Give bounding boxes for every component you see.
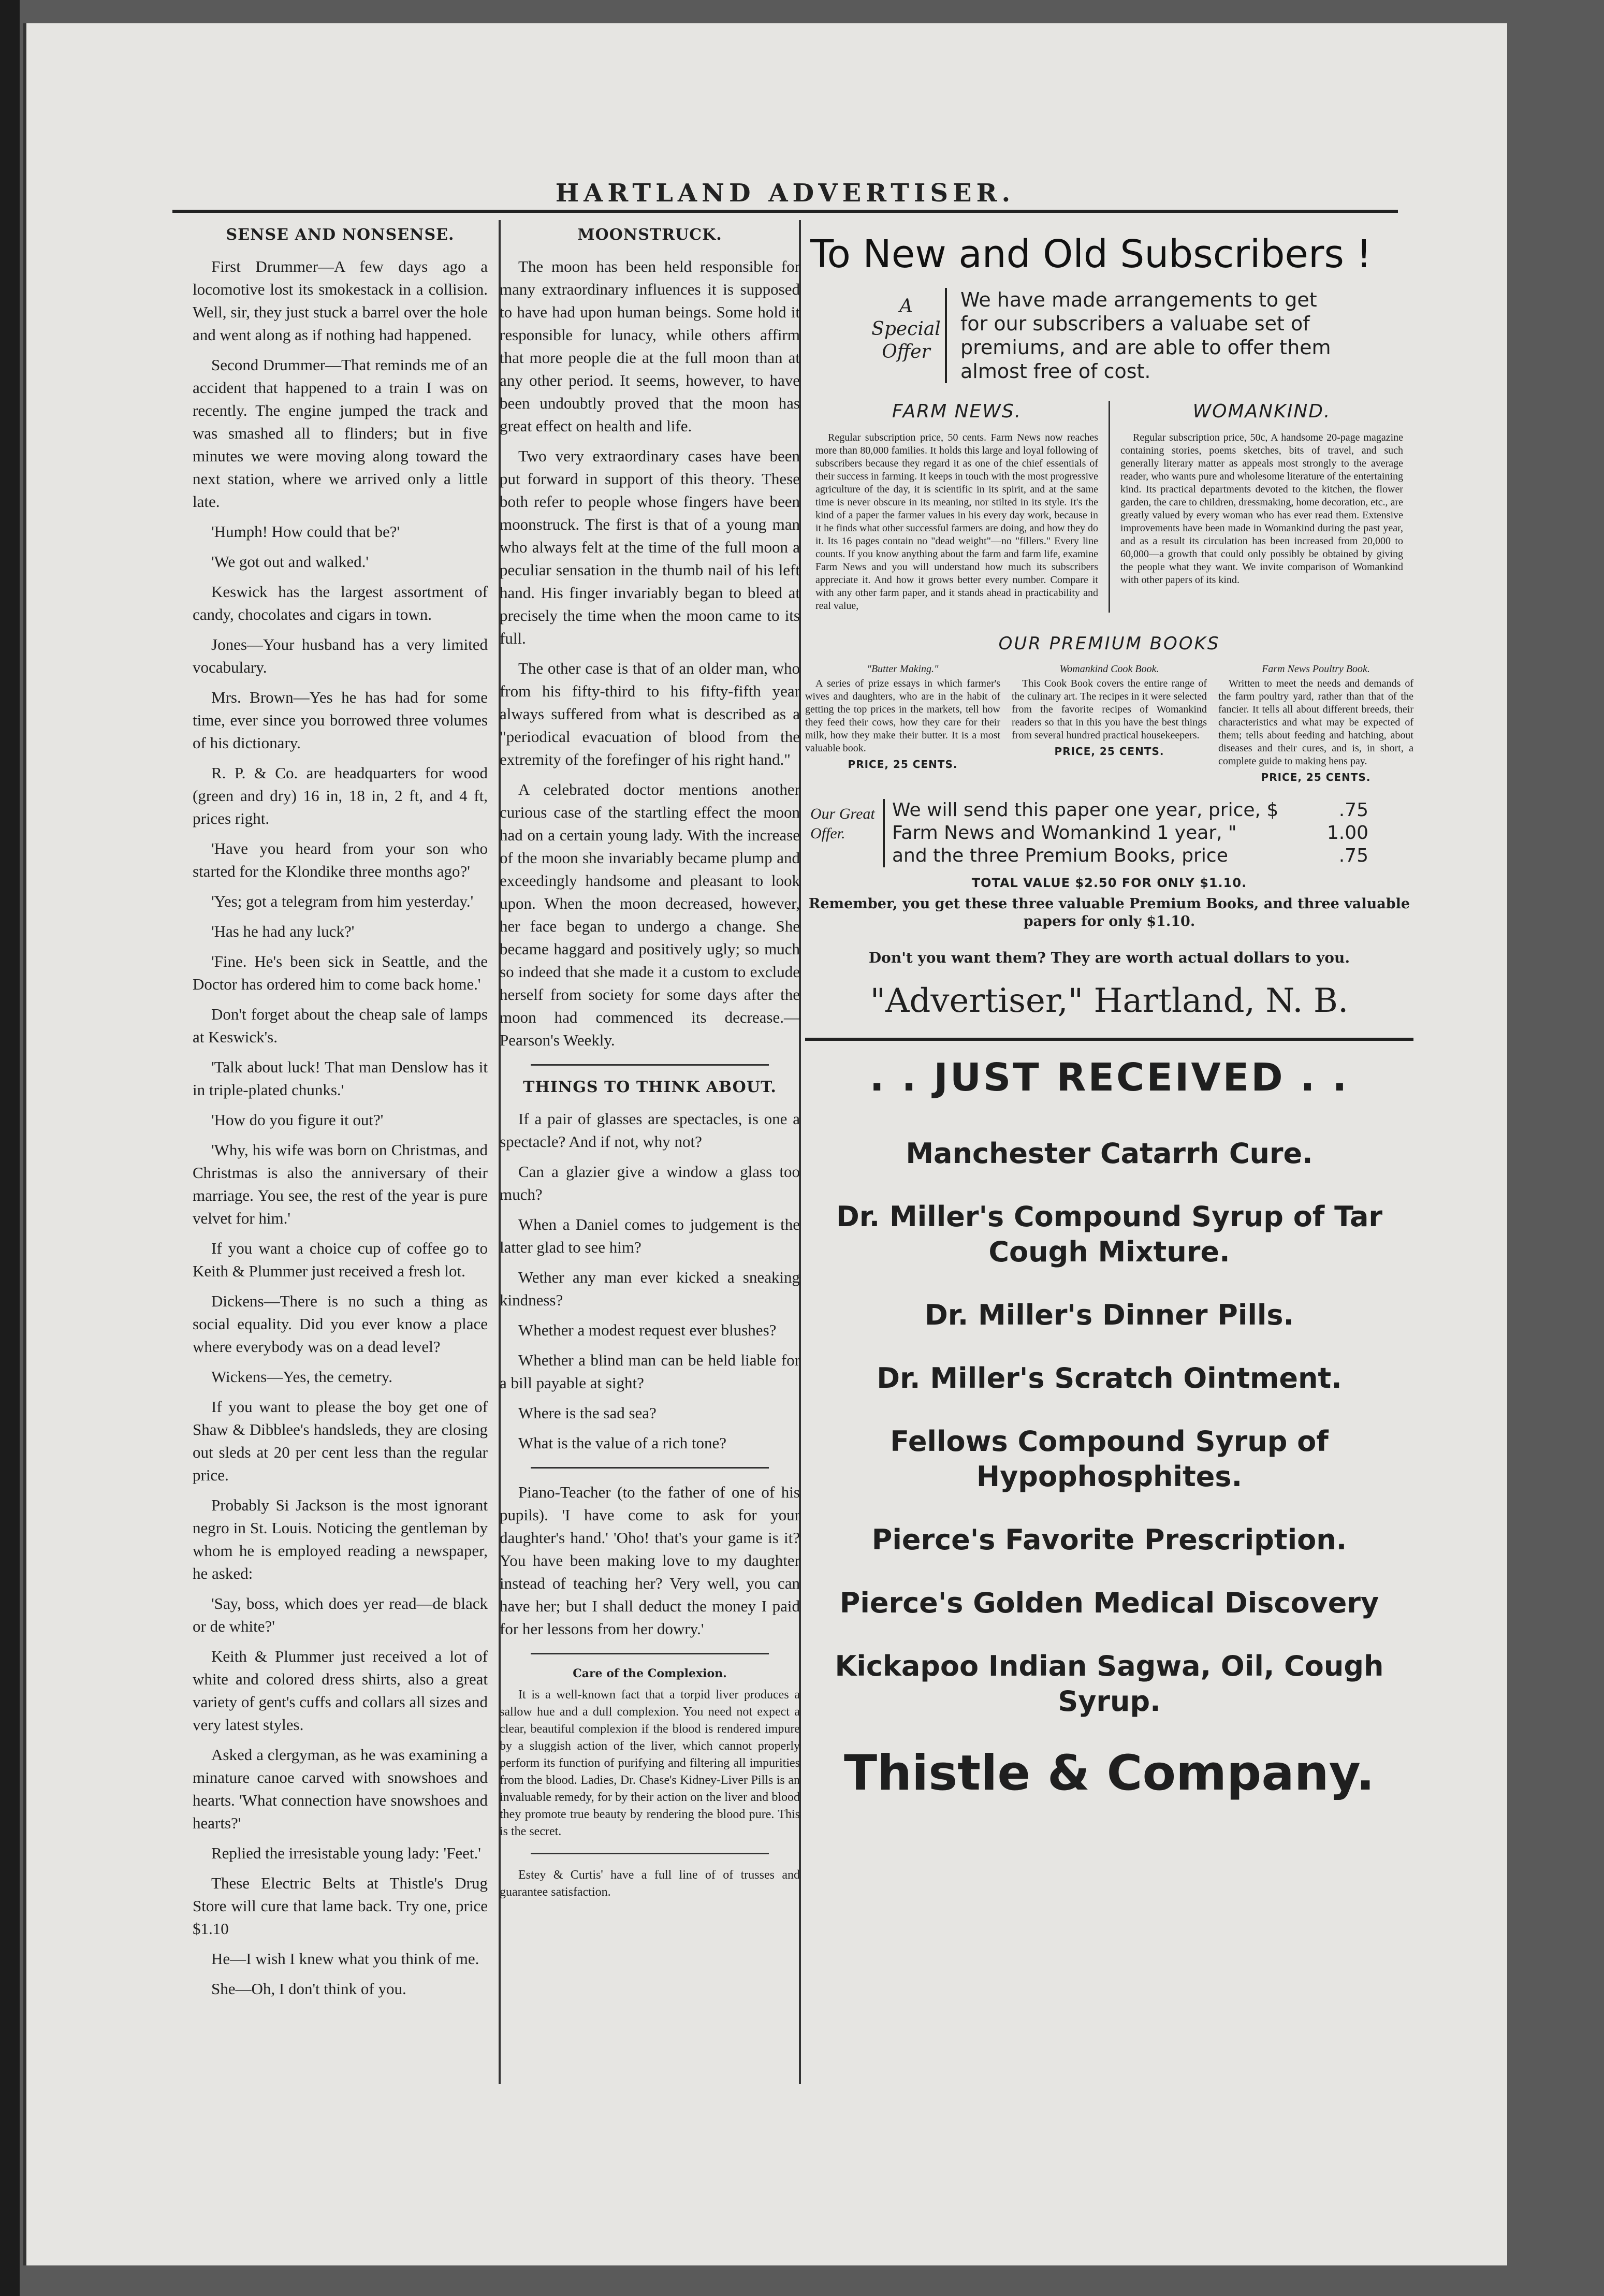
paragraph: Wickens—Yes, the cemetry.	[211, 1368, 393, 1386]
offer-row-price: 1.00	[1326, 822, 1368, 844]
things-item: What is the value of a rich tone?	[518, 1434, 726, 1452]
premium-books-title: OUR PREMIUM BOOKS	[998, 633, 1220, 654]
divider	[531, 1853, 769, 1854]
product-item: Pierce's Golden Medical Discovery	[839, 1587, 1379, 1619]
masthead: HARTLAND ADVERTISER.	[555, 179, 1015, 208]
paragraph: These Electric Belts at Thistle's Drug Store will cure that lame back. Try one, price $1.10	[193, 1874, 488, 1938]
paragraph: 'Yes; got a telegram from him yesterday.'	[211, 892, 474, 910]
paragraph: 'Have you heard from your son who started for the Klondike three months ago?'	[193, 839, 488, 880]
scanner-margin	[0, 0, 20, 2296]
things-item: Whether a blind man can be held liable for a bill payable at sight?	[500, 1351, 800, 1392]
paragraph: Keswick has the largest assortment of candy, chocolates and cigars in town.	[193, 583, 488, 623]
offer-row-text: Farm News and Womankind 1 year, "	[892, 822, 1237, 844]
special-offer-box	[867, 288, 1413, 383]
book-poultry	[1218, 663, 1413, 783]
paragraph: 'We got out and walked.'	[211, 553, 369, 571]
special-offer-label: A Special Offer	[871, 296, 941, 362]
column-sense-and-nonsense	[193, 223, 488, 2008]
book-title: Farm News Poultry Book.	[1262, 663, 1370, 675]
paragraph: 'Talk about luck! That man Denslow has it in triple-plated chunks.'	[193, 1058, 488, 1099]
things-item: Where is the sad sea?	[518, 1404, 657, 1422]
column-advertisements	[805, 223, 1413, 1801]
offer-row	[892, 799, 1368, 822]
things-item: If a pair of glasses are spectacles, is one a spectacle? And if not, why not?	[500, 1110, 800, 1151]
farm-news-title: FARM NEWS.	[892, 401, 1022, 422]
offer-row-text: and the three Premium Books, price	[892, 845, 1228, 866]
farm-news-text: Regular subscription price, 50 cents. Farm News now reaches more than 80,000 families. It holds this large and loyal following of subscribers because they regard it as one of the chief essentials of their success in farming. It keeps in touch with the most progressive agriculture of the day, it is scientific in its spirit, and at the same time is never obscure in its meaning, nor stilted in its style. It's the kind of a paper the farmer values in his every day work, because in it he finds what other successful farmers are doing, and how they do it. Its 16 pages contain no "dead weight"—no "fillers." Every line counts. If you know anything about the farm and farm life, examine Farm News and you will understand how much its subscribers appreciate it. And how it grows better every number. Compare it with any other farm paper, and it stands ahead in practicability and real value,	[815, 432, 1098, 612]
offer-row	[892, 822, 1368, 845]
product-item: Dr. Miller's Dinner Pills.	[924, 1299, 1294, 1331]
column-moonstruck	[500, 223, 800, 1908]
piano-teacher-joke: Piano-Teacher (to the father of one of his pupils). 'I have come to ask for your daughter's hand.' 'Oho! that's your game is it? You have been making love to my daughter instead of teaching her? Very well, you can have her; but I shall deduct the money I paid for her lessons from her dowry.'	[500, 1483, 800, 1638]
book-text: This Cook Book covers the entire range of the culinary art. The recipes in it were selected from the favorite recipes of Womankind readers so that in this you have the best things from several hundred practical housekeepers.	[1012, 678, 1207, 741]
book-price: PRICE, 25 CENTS.	[1261, 771, 1371, 783]
paragraph: Jones—Your husband has a very limited vocabulary.	[193, 635, 488, 676]
paragraph: Asked a clergyman, as he was examining a minature canoe carved with snowshoes and hearts. 'What connection have snowshoes and hearts?'	[193, 1746, 488, 1832]
premium-books	[805, 663, 1413, 783]
great-offer-label: Our Great Offer.	[810, 805, 875, 842]
paragraph: Replied the irresistable young lady: 'Feet.'	[211, 1844, 481, 1862]
divider	[531, 1064, 769, 1066]
things-item: Can a glazier give a window a glass too much?	[500, 1162, 800, 1203]
paragraph: He—I wish I knew what you think of me.	[211, 1950, 479, 1968]
farm-news-block	[805, 401, 1109, 613]
womankind-block	[1109, 401, 1413, 613]
offer-rows	[883, 799, 1368, 867]
things-list	[500, 1108, 800, 1455]
paragraph: 'Say, boss, which does yer read—de black or de white?'	[193, 1594, 488, 1635]
offer-row-text: We will send this paper one year, price, $	[892, 800, 1279, 821]
product-item: Kickapoo Indian Sagwa, Oil, Cough Syrup.	[835, 1650, 1384, 1718]
offer-row-price: .75	[1338, 845, 1368, 866]
moonstruck-paragraphs	[500, 255, 800, 1052]
paragraph: She—Oh, I don't think of you.	[211, 1980, 406, 1998]
womankind-title: WOMANKIND.	[1192, 401, 1331, 422]
book-title: Womankind Cook Book.	[1059, 663, 1159, 675]
product-item: Dr. Miller's Scratch Ointment.	[877, 1362, 1342, 1394]
paragraph: If you want to please the boy get one of Shaw & Dibblee's handsleds, they are closing out sleds at 20 per cent less than the regular price.	[193, 1398, 488, 1484]
section-rule	[805, 1038, 1413, 1041]
paragraph: A celebrated doctor mentions another curious case of the startling effect the moon had on a certain young lady. With the increase of the moon she invariably became plump and exceedingly handsome and pleasant to look upon. When the moon decreased, however, her face began to undergo a change. She became haggard and positively ugly; so much so indeed that she made it a custom to exclude herself from society for some days after the moon had commenced its decrease.—Pearson's Weekly.	[500, 780, 800, 1049]
book-butter-making	[805, 663, 1000, 783]
paragraph: First Drummer—A few days ago a locomotive lost its smokestack in a collision. Well, sir, they just stuck a barrel over the hole and went along as if nothing had happened.	[193, 257, 488, 344]
things-item: When a Daniel comes to judgement is the latter glad to see him?	[500, 1215, 800, 1256]
just-received-heading: . . JUST RECEIVED . .	[869, 1055, 1349, 1100]
paragraph: The moon has been held responsible for many extraordinary influences it is supposed to have had upon human beings. Some hold it responsible for lunacy, while others affirm that more people die at the full moon than at any other period. It seems, however, to have been undoubtly proved that the moon has great effect on health and life.	[500, 257, 800, 435]
remember-note: Remember, you get these three valuable Premium Books, and three valuable papers for only $1.10.	[808, 896, 1410, 929]
paragraph: Second Drummer—That reminds me of an accident that happened to a train I was on recently. The engine jumped the track and was smashed all to flinders; but in five minutes we were moving along toward the next station, where we arrived only a little late.	[193, 356, 488, 511]
book-price: PRICE, 25 CENTS.	[1054, 745, 1164, 758]
product-item: Pierce's Favorite Prescription.	[871, 1523, 1347, 1556]
dont-you-want-them: Don't you want them? They are worth actual dollars to you.	[868, 949, 1350, 966]
special-offer-text: We have made arrangements to get for our subscribers a valuabe set of premiums, and are able to offer them almost free of cost.	[945, 288, 1344, 383]
things-heading: THINGS TO THINK ABOUT.	[523, 1078, 777, 1096]
subscribers-headline: To New and Old Subscribers !	[810, 232, 1372, 277]
paragraph: The other case is that of an older man, who from his fifty-third to his fifty-fifth year always suffered from what is described as a "periodical evacuation of blood from the extremity of the forefinger of his right hand."	[500, 659, 800, 768]
paragraph: 'Has he had any luck?'	[211, 922, 355, 940]
book-title: "Butter Making."	[867, 663, 939, 675]
paragraph: Dickens—There is no such a thing as social equality. Did you ever know a place where everybody was on a dead level?	[193, 1292, 488, 1356]
total-value: TOTAL VALUE $2.50 FOR ONLY $1.10.	[971, 876, 1247, 890]
papers-section	[805, 401, 1413, 613]
masthead-rule	[172, 210, 1398, 213]
paragraph: Keith & Plummer just received a lot of white and colored dress shirts, also a great variety of gent's cuffs and collars all sizes and very latest styles.	[193, 1647, 488, 1734]
book-price: PRICE, 25 CENTS.	[848, 758, 958, 771]
company-name: Thistle & Company.	[843, 1745, 1375, 1801]
moonstruck-heading: MOONSTRUCK.	[577, 226, 722, 244]
paragraph: 'Why, his wife was born on Christmas, and Christmas is also the anniversary of their marriage. You see, the rest of the year is pure velvet for him.'	[193, 1141, 488, 1227]
offer-row	[892, 845, 1368, 867]
product-list	[805, 1136, 1413, 1719]
book-cook-book	[1012, 663, 1207, 783]
paragraph: Probably Si Jackson is the most ignorant negro in St. Louis. Noticing the gentleman by whom he is employed reading a newspaper, he asked:	[193, 1496, 488, 1582]
great-offer-box	[805, 799, 1413, 867]
product-item: Dr. Miller's Compound Syrup of Tar Cough Mixture.	[836, 1200, 1383, 1268]
things-item: Wether any man ever kicked a sneaking kindness?	[500, 1268, 800, 1309]
estey-notice: Estey & Curtis' have a full line of of trusses and guarantee satisfaction.	[500, 1868, 800, 1899]
things-item: Whether a modest request ever blushes?	[518, 1321, 777, 1339]
book-text: Written to meet the needs and demands of the farm poultry yard, rather than that of the fancier. It tells all about different breeds, their characteristics and what may be expected of them; tells about feeding and hatching, about diseases and their cures, and is, in short, a complete guide to making hens pay.	[1218, 678, 1413, 767]
divider	[531, 1653, 769, 1654]
complexion-text: It is a well-known fact that a torpid liver produces a sallow hue and a dull complexion. You need not expect a clear, beautiful complexion if the blood is rendered impure by a sluggish action of the liver, which cannot properly perform its function of purifying and filtering all impurities from the blood. Ladies, Dr. Chase's Kidney-Liver Pills is an invaluable remedy, for by their action on the liver and blood they promote true beauty by rendering the blood pure. This is the secret.	[500, 1688, 800, 1838]
advertiser-address: "Advertiser," Hartland, N. B.	[870, 982, 1349, 1020]
paragraph: If you want a choice cup of coffee go to Keith & Plummer just received a fresh lot.	[193, 1239, 488, 1280]
paragraph: 'How do you figure it out?'	[211, 1111, 384, 1129]
divider	[531, 1467, 769, 1469]
product-item: Fellows Compound Syrup of Hypophosphites.	[890, 1425, 1329, 1493]
product-item: Manchester Catarrh Cure.	[906, 1137, 1313, 1170]
paragraph: Don't forget about the cheap sale of lamps at Keswick's.	[193, 1005, 488, 1046]
paragraph: 'Humph! How could that be?'	[211, 522, 400, 541]
paragraph: R. P. & Co. are headquarters for wood (green and dry) 16 in, 18 in, 2 ft, and 4 ft, prices right.	[193, 764, 488, 827]
offer-row-price: .75	[1338, 800, 1368, 821]
paragraph: 'Fine. He's been sick in Seattle, and the Doctor has ordered him to come back home.'	[193, 952, 488, 993]
book-text: A series of prize essays in which farmer's wives and daughters, who are in the habit of getting the top prices in the markets, tell how they feed their cows, how they care for their milk, how they make their butter. It is a most valuable book.	[805, 678, 1000, 754]
paragraph: Two very extraordinary cases have been put forward in support of this theory. These both refer to people whose fingers have been moonstruck. The first is that of a young man who always felt at the time of the full moon a peculiar sensation in the thumb nail of his left hand. His finger invariably began to bleed at precisely the time when the moon came to its full.	[500, 447, 800, 647]
sense-paragraphs	[193, 255, 488, 2000]
paragraph: Mrs. Brown—Yes he has had for some time, ever since you borrowed three volumes of his dictionary.	[193, 688, 488, 752]
complexion-heading: Care of the Complexion.	[573, 1667, 727, 1680]
sense-heading: SENSE AND NONSENSE.	[226, 226, 455, 244]
womankind-text: Regular subscription price, 50c, A handsome 20-page magazine containing stories, poems sketches, bits of travel, and such generally literary matter as appeals most strongly to the average reader, who wants pure and wholesome literature of the entertaining kind. Its practical departments devoted to the kitchen, the flower garden, the care to children, dressmaking, home decoration, etc., are greatly valued by every woman who has ever read them. Extensive improvements have been made in Womankind during the past year, and as a result its circulation has been increased from 20,000 to 60,000—a growth that could only possibly be obtained by giving the people what they want. We invite comparison of Womankind with other papers of its kind.	[1120, 432, 1403, 586]
